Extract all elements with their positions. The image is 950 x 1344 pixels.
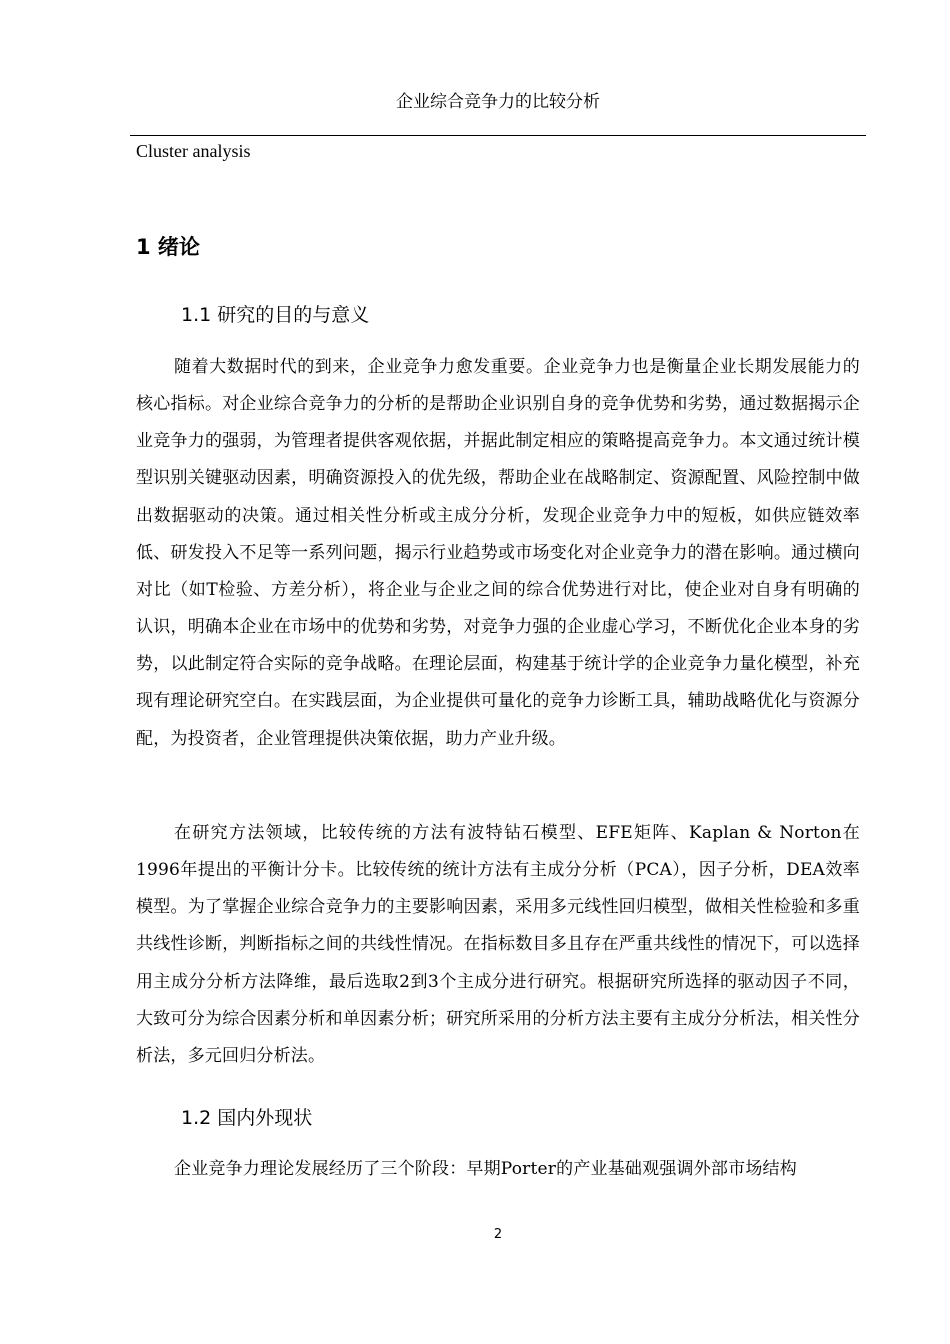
keywords-line: Cluster analysis [136,141,251,161]
section-heading-1-1: 1.1 研究的目的与意义 [181,304,370,326]
page-number: 2 [493,1227,503,1242]
header-divider [130,135,866,136]
section-heading-1-2: 1.2 国内外现状 [181,1107,313,1129]
running-header: 企业综合竞争力的比较分析 [396,92,600,112]
body-paragraph: 在研究方法领域，比较传统的方法有波特钻石模型、EFE矩阵、Kaplan & Norton在1996年提出的平衡计分卡。比较传统的统计方法有主成分分析（PCA），因子分析，DEA效率模型。为了掌握企业综合竞争力的主要影响因素，采用多元线性回归模型，做相关性检验和多重共线性诊断，判断指标之间的共线性情况。在指标数目多且存在严重共线性的情况下，可以选择用主成分分析方法降维，最后选取2到3个主成分进行研究。根据研究所选择的驱动因子不同，大致可分为综合因素分析和单因素分析；研究所采用的分析方法主要有主成分分析法，相关性分析法，多元回归分析法。 [136,823,860,1066]
body-paragraph: 企业竞争力理论发展经历了三个阶段：早期Porter的产业基础观强调外部市场结构 [174,1159,797,1179]
body-paragraph: 随着大数据时代的到来，企业竞争力愈发重要。企业竞争力也是衡量企业长期发展能力的核心指标。对企业综合竞争力的分析的是帮助企业识别自身的竞争优势和劣势，通过数据揭示企业竞争力的强弱，为管理者提供客观依据，并据此制定相应的策略提高竞争力。本文通过统计模型识别关键驱动因素，明确资源投入的优先级，帮助企业在战略制定、资源配置、风险控制中做出数据驱动的决策。通过相关性分析或主成分分析，发现企业竞争力中的短板，如供应链效率低、研发投入不足等一系列问题，揭示行业趋势或市场变化对企业竞争力的潜在影响。通过横向对比（如T检验、方差分析），将企业与企业之间的综合优势进行对比，使企业对自身有明确的认识，明确本企业在市场中的优势和劣势，对竞争力强的企业虚心学习，不断优化企业本身的劣势，以此制定符合实际的竞争战略。在理论层面，构建基于统计学的企业竞争力量化模型，补充现有理论研究空白。在实践层面，为企业提供可量化的竞争力诊断工具，辅助战略优化与资源分配，为投资者，企业管理提供决策依据，助力产业升级。 [136,357,860,749]
chapter-heading: 1 绪论 [136,235,200,259]
